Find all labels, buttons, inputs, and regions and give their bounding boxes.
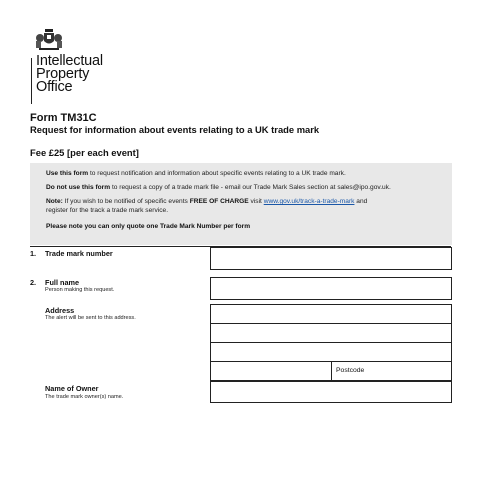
postcode-field[interactable] (331, 361, 452, 381)
postcode-label: Postcode (336, 367, 365, 374)
trade-mark-number-field[interactable] (210, 247, 452, 270)
notice-line-4: register for the track a trade mark service. (46, 207, 169, 214)
address-line-2-field[interactable] (210, 323, 452, 343)
ipo-logo-text (36, 55, 103, 94)
notice-line-3: Note: If you wish to be notified of specific events FREE OF CHARGE visit www.gov.uk/track-a-trade-mark and (46, 198, 368, 205)
logo-line-1: Intellectual (36, 53, 103, 69)
logo-line-2: Property (36, 66, 90, 82)
full-name-field[interactable] (210, 277, 452, 300)
owner-name-field[interactable] (210, 381, 452, 403)
address-line-4-field[interactable] (210, 361, 332, 381)
owner-hint: The trade mark owner(s) name. (45, 394, 124, 400)
address-line-3-field[interactable] (210, 342, 452, 362)
address-line-1-field[interactable] (210, 304, 452, 324)
notice-box (30, 163, 452, 245)
form-number: Form TM31C (30, 112, 97, 124)
q2-hint: Person making this request. (45, 287, 115, 293)
notice-line-5: Please note you can only quote one Trade Mark Number per form (46, 223, 251, 230)
form-fee: Fee £25 [per each event] (30, 147, 139, 158)
notice-line-2: Do not use this form to request a copy of a trade mark file - email our Trade Mark Sales section at sales@ipo.gov.uk. (46, 184, 391, 191)
q1-number: 1. (30, 249, 37, 258)
q1-label: Trade mark number (45, 249, 113, 258)
q2-number: 2. (30, 278, 37, 287)
address-label: Address (45, 306, 75, 315)
q2-label: Full name (45, 278, 80, 287)
track-trade-mark-link[interactable]: www.gov.uk/track-a-trade-mark (263, 198, 355, 205)
owner-label: Name of Owner (45, 384, 99, 393)
logo-divider (31, 58, 32, 104)
form-title: Request for information about events relating to a UK trade mark (30, 124, 320, 135)
address-hint: The alert will be sent to this address. (45, 315, 136, 321)
notice-line-1: Use this form to request notification and information about specific events relating to a UK trade mark. (46, 170, 346, 177)
logo-line-3: Office (36, 79, 73, 95)
royal-coat-of-arms-icon (33, 28, 65, 52)
